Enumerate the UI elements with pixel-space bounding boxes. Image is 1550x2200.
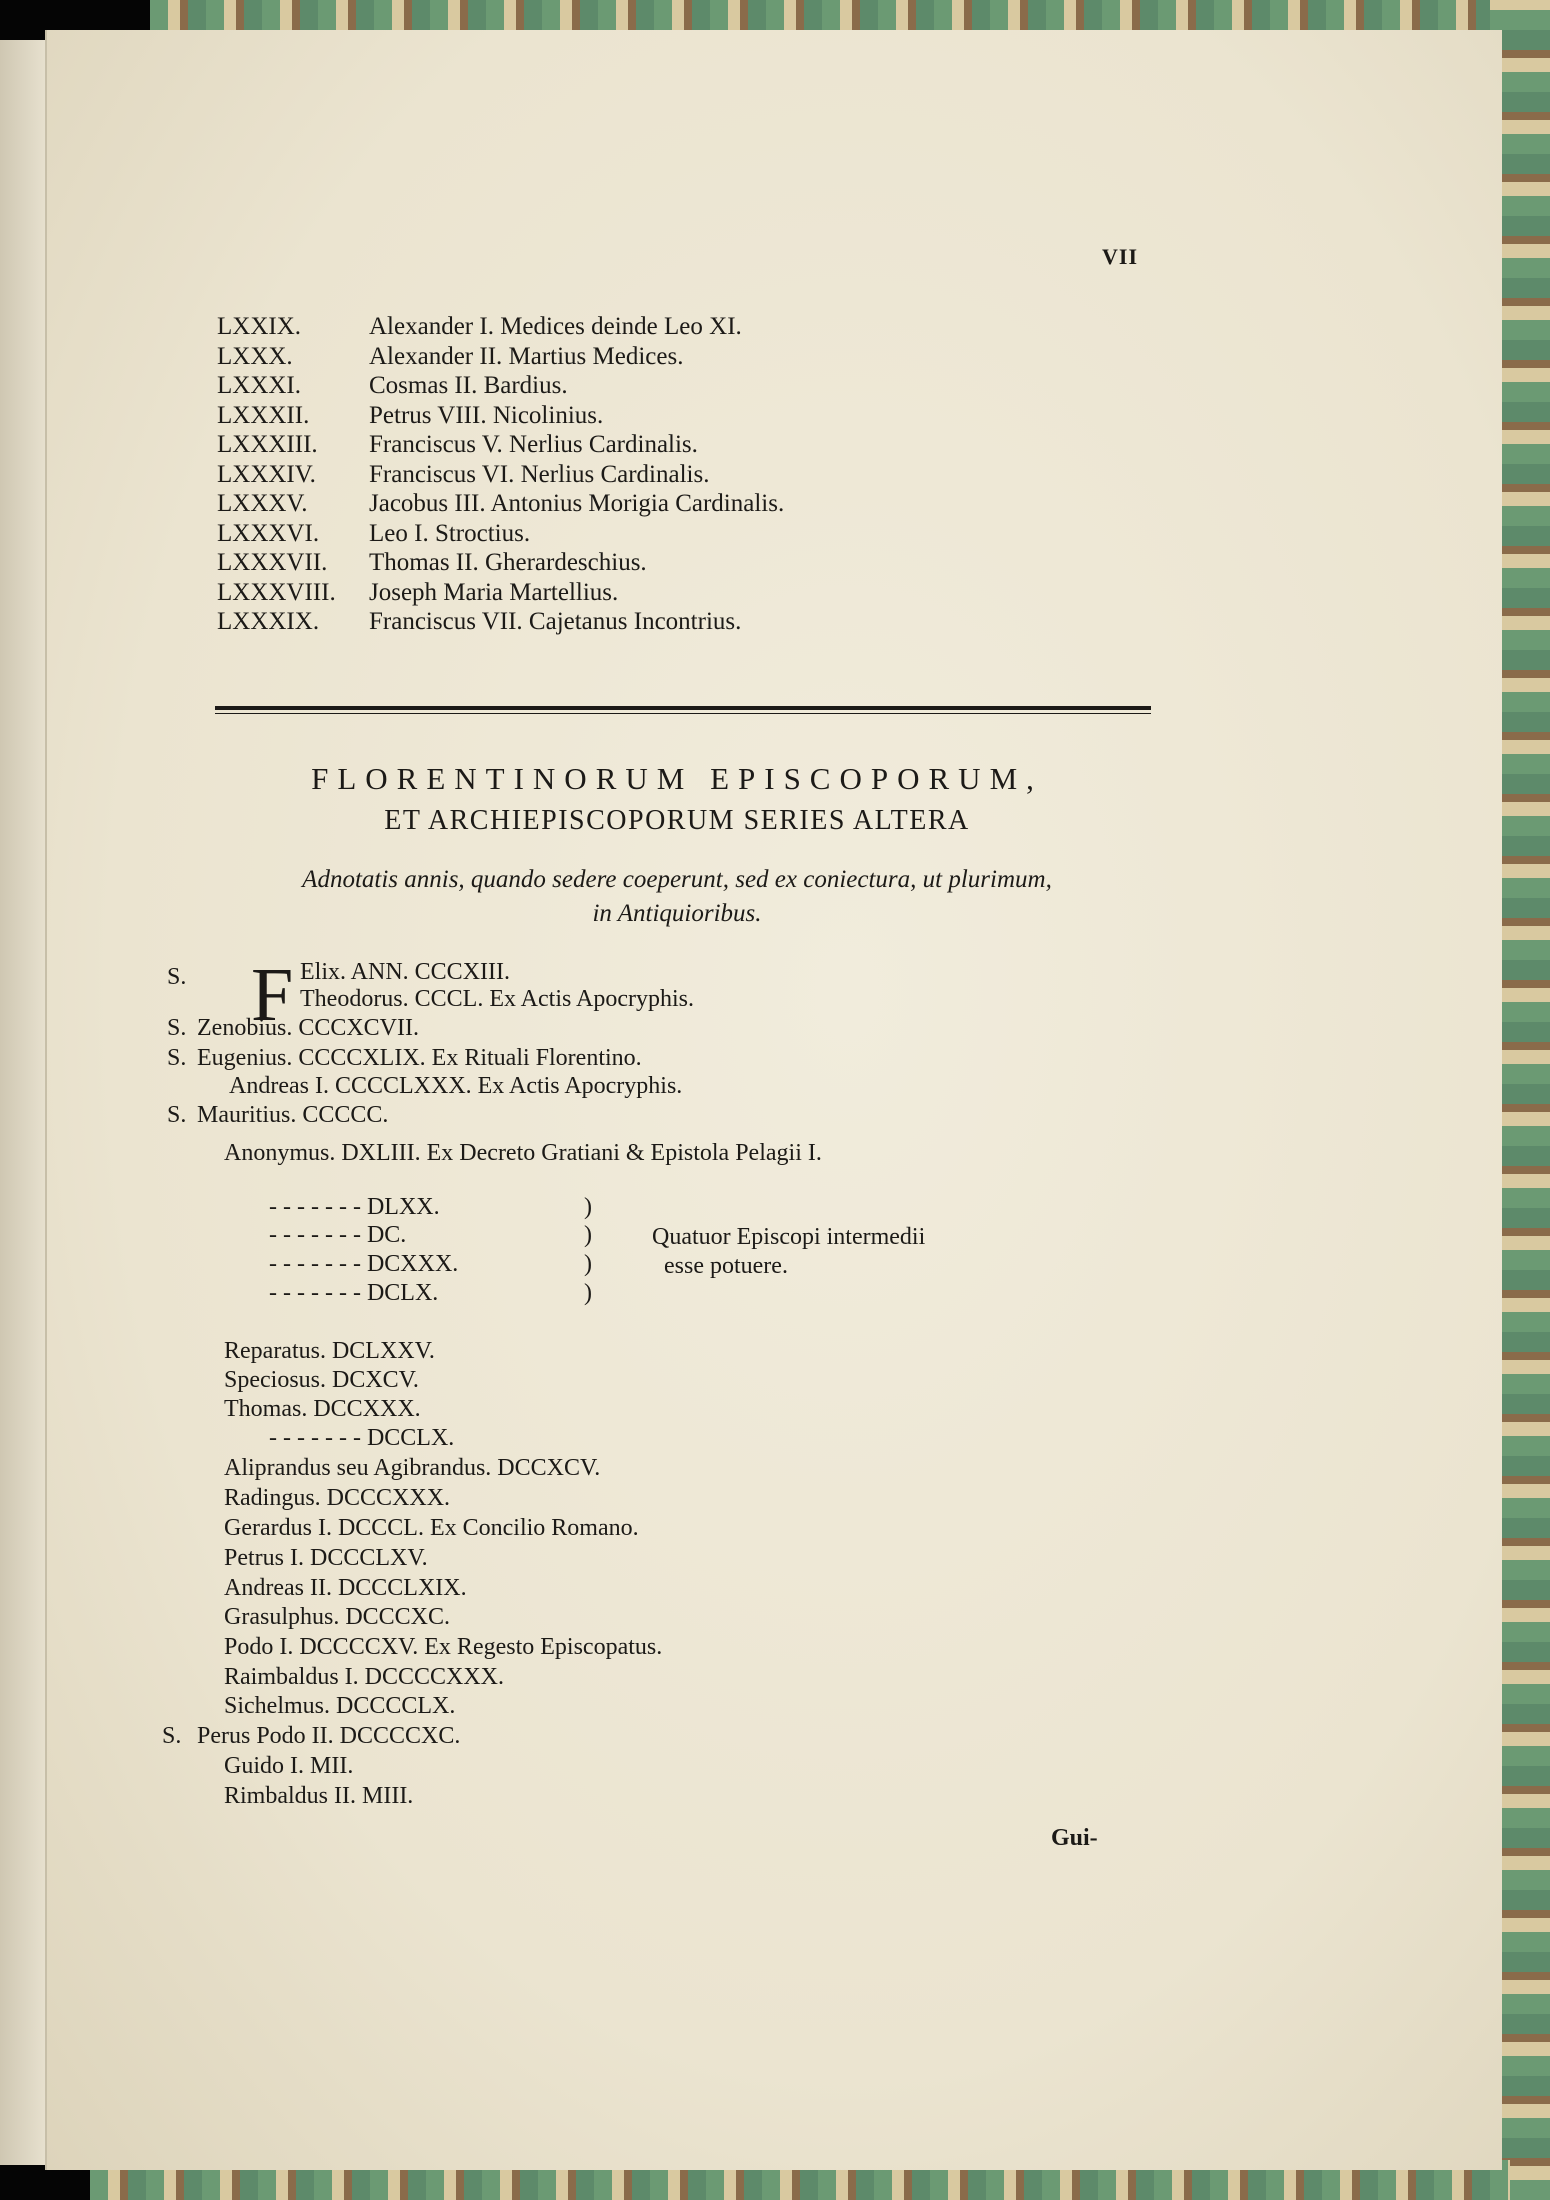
- bracket-mark: ): [584, 1280, 592, 1306]
- list-item: LXXXVI. Leo I. Stroctius.: [217, 519, 531, 547]
- facing-page-edge: [0, 40, 48, 2165]
- section-note-line2: in Antiquioribus.: [592, 900, 762, 927]
- saint-mark: S.: [162, 1723, 182, 1749]
- catchword: Gui-: [1051, 1825, 1098, 1851]
- entry-andreas-1: Andreas I. CCCCLXXX. Ex Actis Apocryphis.: [229, 1073, 683, 1099]
- saint-mark: S.: [167, 964, 187, 990]
- page-number: VII: [1102, 244, 1139, 269]
- entry-andreas-2: Andreas II. DCCCLXIX.: [224, 1575, 467, 1601]
- entry-radingus: Radingus. DCCCXXX.: [224, 1485, 451, 1511]
- entry-petrus-1: Petrus I. DCCCLXV.: [224, 1545, 428, 1571]
- entry-dcclx: - - - - - - - DCCLX.: [269, 1425, 455, 1451]
- entry-theodorus: Theodorus. CCCL. Ex Actis Apocryphis.: [300, 986, 694, 1012]
- entry-anonymus: Anonymus. DXLIII. Ex Decreto Gratiani & Epistola Pelagii I.: [224, 1140, 822, 1166]
- list-item: LXXXVII. Thomas II. Gherardeschius.: [217, 549, 647, 576]
- entry-thomas: Thomas. DCCXXX.: [224, 1396, 421, 1422]
- list-item: LXXXV. Jacobus III. Antonius Morigia Cardinalis.: [217, 490, 785, 517]
- gap-note-line2: esse potuere.: [664, 1253, 788, 1279]
- saint-mark: S.: [167, 1015, 187, 1041]
- list-item: LXXIX. Alexander I. Medices deinde Leo XI.: [217, 313, 742, 340]
- gap-row: - - - - - - - DLXX.: [269, 1194, 440, 1220]
- entry-zenobius: Zenobius. CCCXCVII.: [197, 1015, 419, 1041]
- section-note-line1: Adnotatis annis, quando sedere coeperunt, sed ex coniectura, ut plurimum,: [302, 866, 1052, 893]
- section-rule-thin: [215, 713, 1151, 714]
- list-item: LXXXI. Cosmas II. Bardius.: [217, 372, 568, 399]
- bracket-mark: ): [584, 1251, 592, 1277]
- entry-gerardus: Gerardus I. DCCCL. Ex Concilio Romano.: [224, 1515, 639, 1541]
- entry-sichelmus: Sichelmus. DCCCCLX.: [224, 1693, 456, 1719]
- list-item: LXXXII. Petrus VIII. Nicolinius.: [217, 401, 604, 429]
- section-rule-thick: [215, 706, 1151, 710]
- entry-reparatus: Reparatus. DCLXXV.: [224, 1338, 435, 1364]
- entry-eugenius: Eugenius. CCCCXLIX. Ex Rituali Florentino.: [197, 1045, 642, 1071]
- gap-row: - - - - - - - DCLX.: [269, 1280, 439, 1306]
- entry-felix: Elix. ANN. CCCXIII.: [300, 959, 510, 985]
- list-item: LXXXIX. Franciscus VII. Cajetanus Incontrius.: [217, 608, 742, 635]
- section-heading: FLORENTINORUM EPISCOPORUM,: [311, 761, 1043, 796]
- list-item: LXXXIV. Franciscus VI. Nerlius Cardinalis.: [217, 460, 710, 488]
- entry-grasulphus: Grasulphus. DCCCXC.: [224, 1604, 451, 1630]
- bracket-mark: ): [584, 1194, 592, 1220]
- entry-rimbaldus: Rimbaldus II. MIII.: [224, 1783, 414, 1809]
- entry-guido: Guido I. MII.: [224, 1753, 354, 1779]
- entry-raimbaldus: Raimbaldus I. DCCCCXXX.: [224, 1664, 505, 1690]
- bishop-list-first: [217, 312, 784, 637]
- entry-mauritius: Mauritius. CCCCC.: [197, 1102, 389, 1128]
- list-item: LXXXIII. Franciscus V. Nerlius Cardinalis.: [217, 431, 698, 458]
- section-subheading: ET ARCHIEPISCOPORUM SERIES ALTERA: [384, 805, 970, 836]
- entry-aliprandus: Aliprandus seu Agibrandus. DCCXCV.: [224, 1455, 601, 1481]
- entry-perus-podo: Perus Podo II. DCCCCXC.: [197, 1723, 461, 1749]
- book-page: [45, 30, 1502, 2170]
- list-item: LXXXVIII. Joseph Maria Martellius.: [217, 578, 619, 606]
- bracket-mark: ): [584, 1222, 592, 1248]
- gap-row: - - - - - - - DCXXX.: [269, 1251, 459, 1277]
- entry-podo-1: Podo I. DCCCCXV. Ex Regesto Episcopatus.: [224, 1634, 663, 1660]
- gap-note-line1: Quatuor Episcopi intermedii: [652, 1224, 926, 1250]
- list-item: LXXX. Alexander II. Martius Medices.: [217, 342, 684, 370]
- saint-mark: S.: [167, 1102, 187, 1128]
- gap-row: - - - - - - - DC.: [269, 1222, 407, 1248]
- drop-cap-letter: F: [251, 953, 294, 1037]
- entry-speciosus: Speciosus. DCXCV.: [224, 1367, 419, 1393]
- saint-mark: S.: [167, 1045, 187, 1071]
